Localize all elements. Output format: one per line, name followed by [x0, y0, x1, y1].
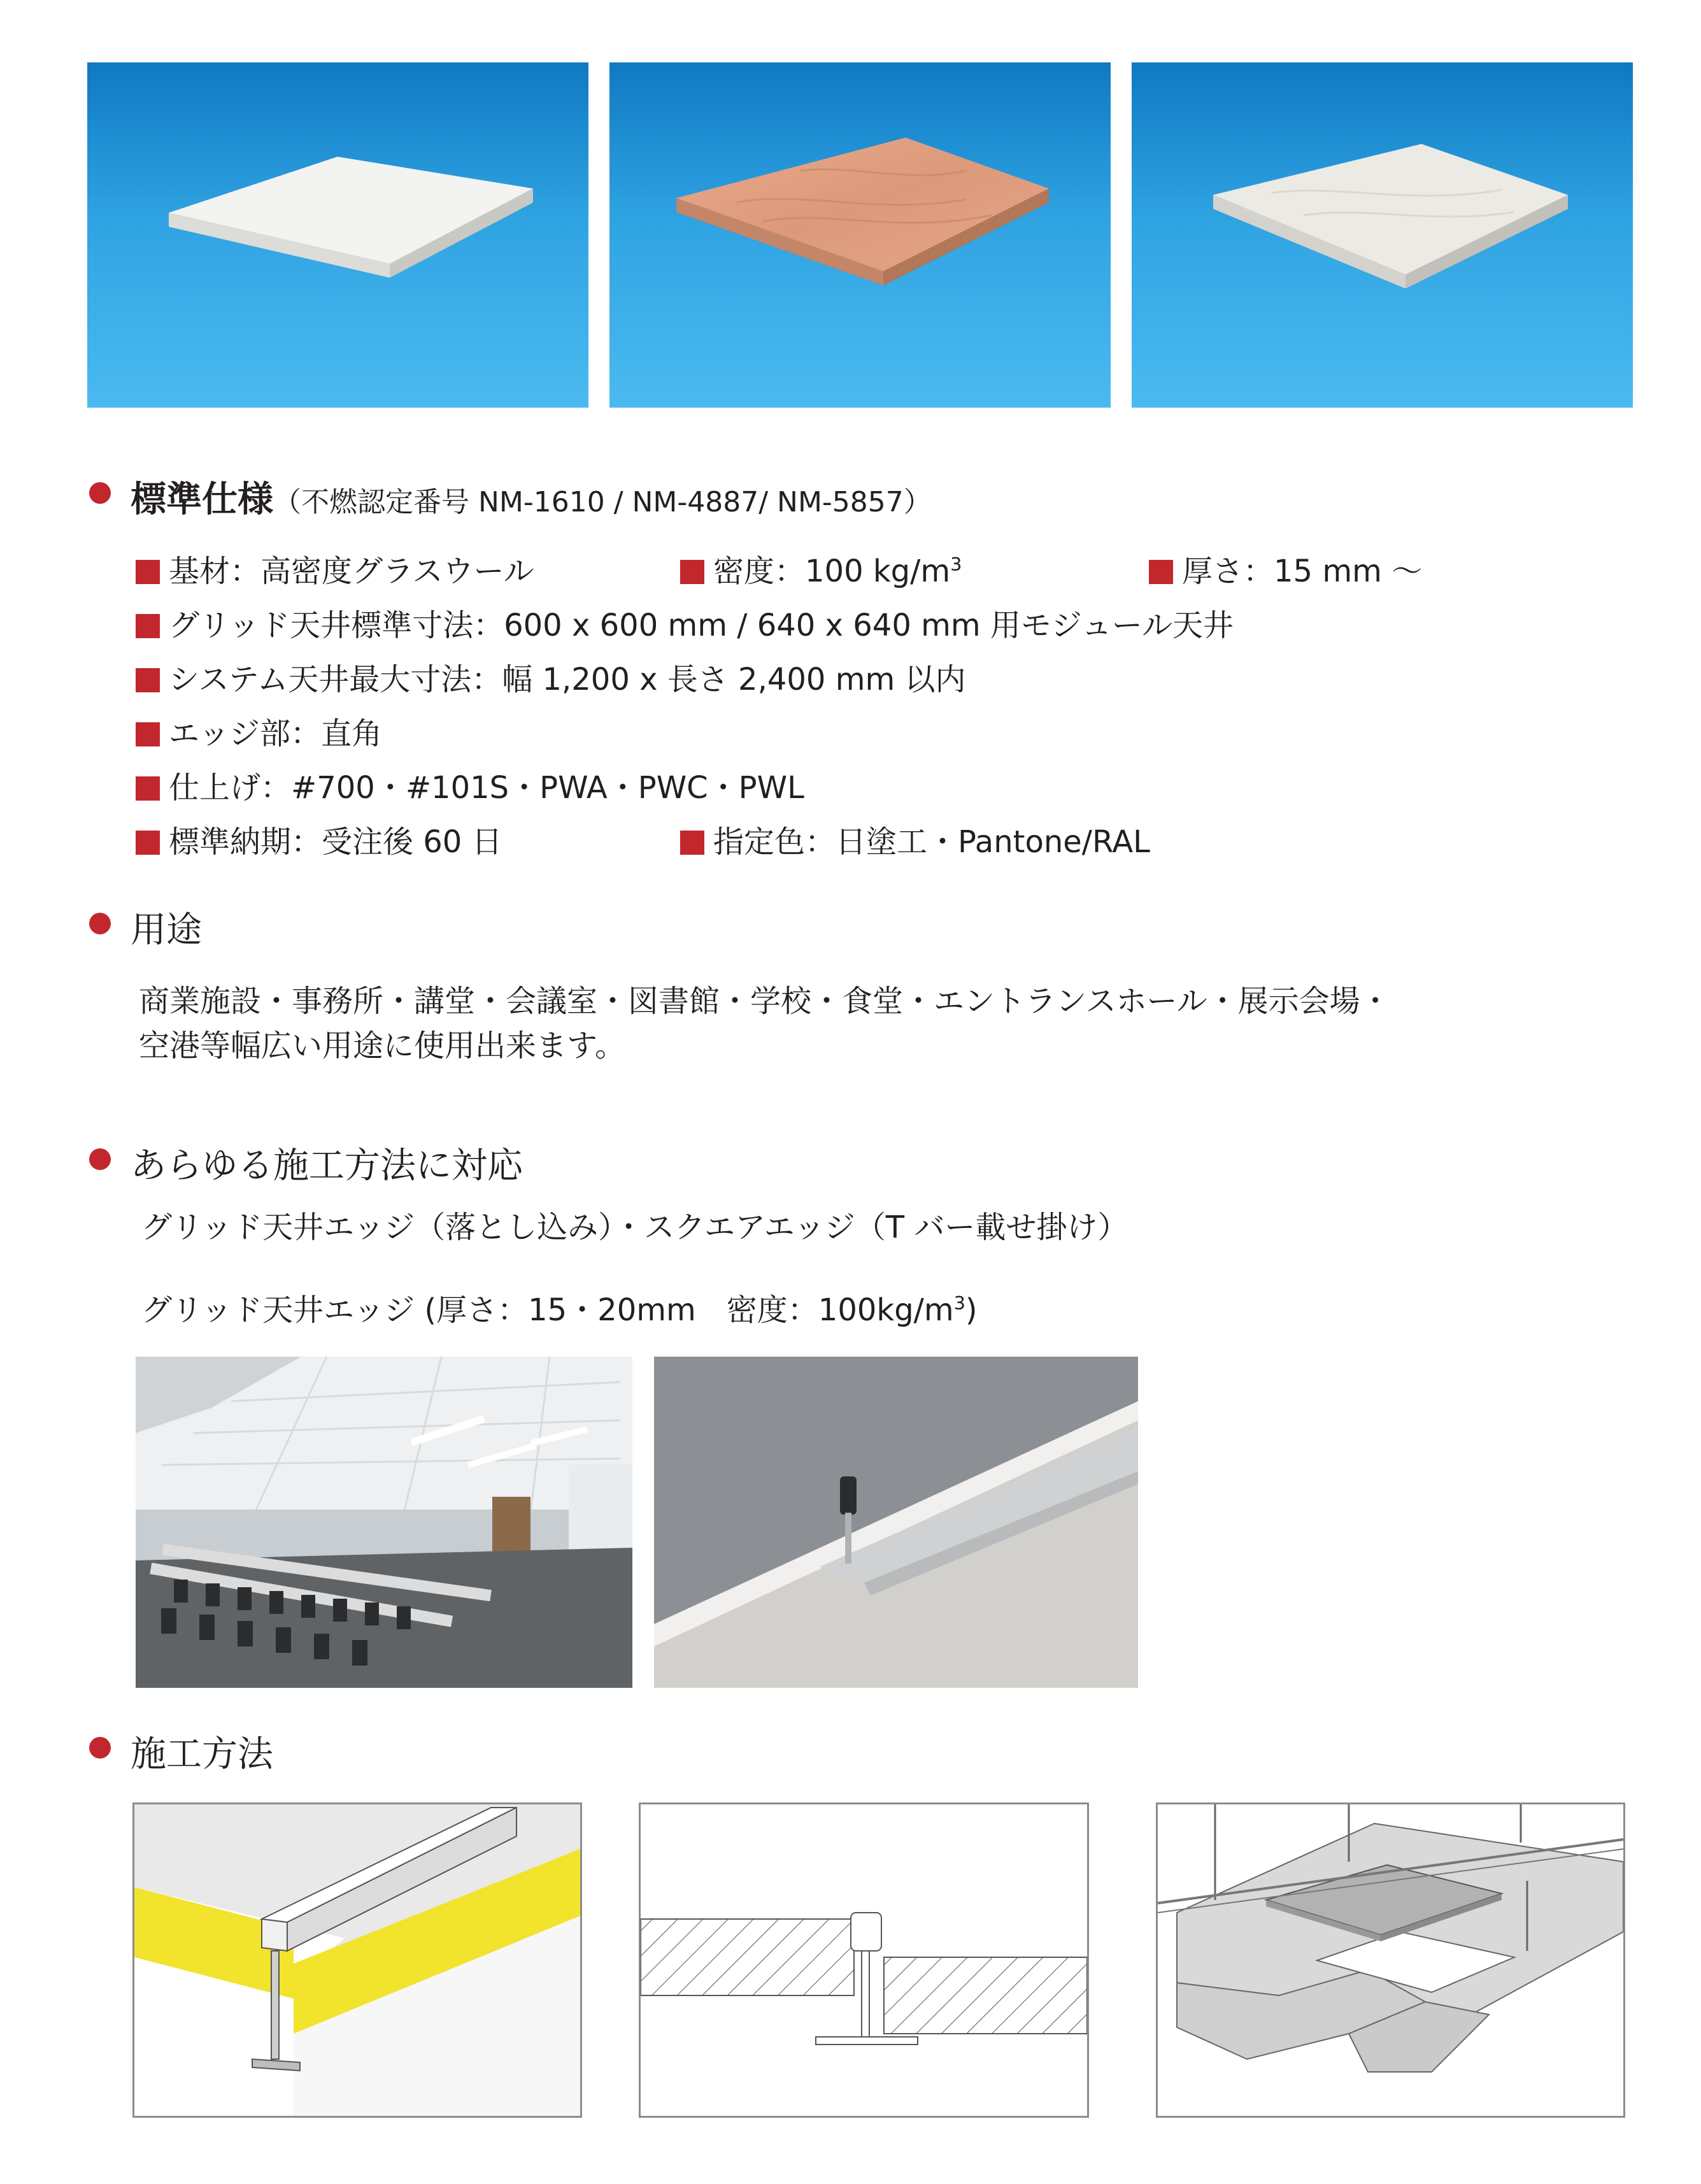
spec-heading: [131, 471, 932, 522]
spec-heading-text: 標準仕様: [131, 479, 273, 520]
bullet-icon: [89, 1737, 111, 1759]
diagram-cross-section: [639, 1802, 1089, 2118]
diagram-tbar-3d: [132, 1802, 582, 2118]
bullet-icon: [89, 482, 111, 504]
square-bullet-icon: [136, 668, 160, 692]
square-bullet-icon: [1149, 560, 1173, 584]
spec-base: 基材：高密度グラスウール: [136, 546, 534, 590]
product-photo-white-tile: [87, 62, 588, 408]
product-photo-wood-tile: [609, 62, 1111, 408]
square-bullet-icon: [136, 722, 160, 746]
spec-thickness: 厚さ：15 mm ～: [1149, 546, 1422, 590]
spec-system-size: システム天井最大寸法：幅 1,200 x 長さ 2,400 mm 以内: [136, 655, 966, 699]
methods-text-line1: グリッド天井エッジ（落とし込み）・スクエアエッジ（T バー載せ掛け）: [141, 1210, 1128, 1245]
spec-heading-sub: （不燃認定番号 NM-1610 / NM-4887/ NM-5857）: [273, 486, 932, 518]
square-bullet-icon: [136, 776, 160, 801]
usage-heading: 用途: [131, 910, 202, 951]
square-bullet-icon: [680, 831, 704, 855]
usage-text-line1: 商業施設・事務所・講堂・会議室・図書館・学校・食堂・エントランスホール・展示会場・: [139, 983, 1391, 1019]
spec-finish: 仕上げ：#700・#101S・PWA・PWC・PWL: [136, 763, 804, 807]
usage-text-line2: 空港等幅広い用途に使用出来ます。: [139, 1028, 626, 1064]
bullet-icon: [89, 1148, 111, 1170]
conference-room-photo: [136, 1357, 632, 1688]
tile-edge-photo: [654, 1357, 1138, 1688]
install-heading: 施工方法: [131, 1734, 273, 1775]
spec-grid-size: グリッド天井標準寸法：600 x 600 mm / 640 x 640 mm 用モジュール天井: [136, 601, 1234, 645]
diagram-isometric-grid: [1156, 1802, 1625, 2118]
bullet-icon: [89, 913, 111, 934]
product-photo-whitewood-tile: [1132, 62, 1633, 408]
methods-heading: あらゆる施工方法に対応: [131, 1145, 523, 1187]
square-bullet-icon: [136, 614, 160, 638]
spec-color: 指定色：日塗工・Pantone/RAL: [680, 817, 1150, 861]
square-bullet-icon: [680, 560, 704, 584]
methods-text-line2: グリッド天井エッジ (厚さ：15・20mm 密度：$100kg/m^3$): [141, 1292, 978, 1328]
square-bullet-icon: [136, 560, 160, 584]
spec-lead-time: 標準納期：受注後 60 日: [136, 817, 502, 861]
square-bullet-icon: [136, 831, 160, 855]
spec-density: 密度：100 $kg/m^3$: [680, 546, 962, 590]
spec-edge: エッジ部：直角: [136, 709, 382, 753]
